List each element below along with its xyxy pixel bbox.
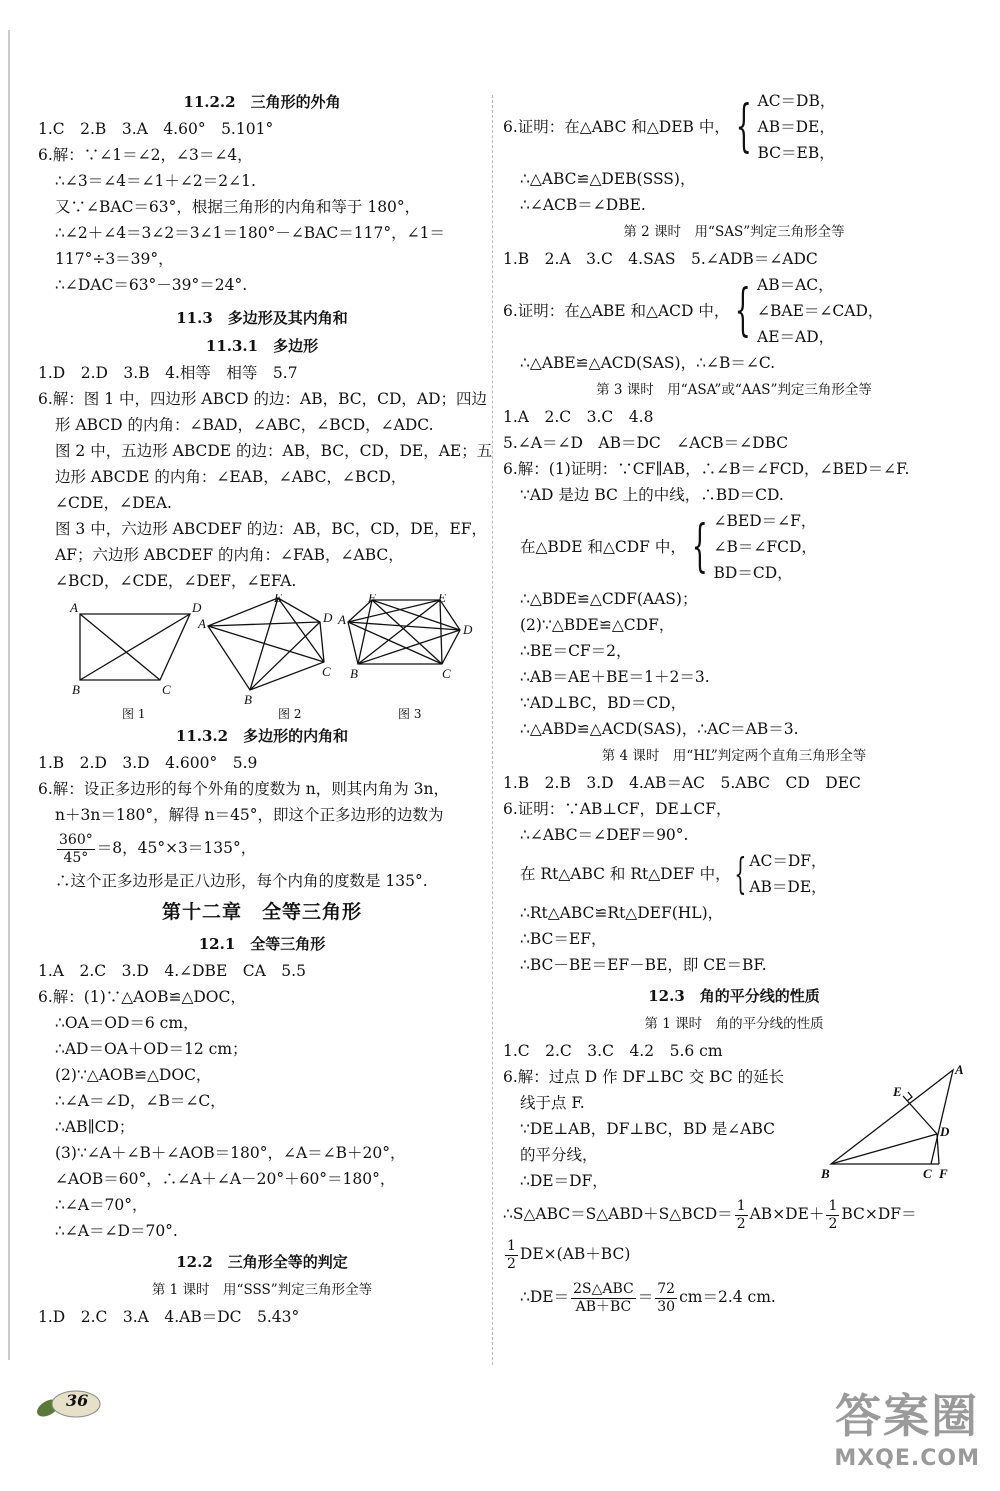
- answer-line: $\frac{1}{2}$ DE×(AB＋BC): [507, 1237, 631, 1272]
- lesson-title: 第 3 课时 用“ASA”或“AAS”判定三角形全等: [596, 382, 872, 398]
- svg-text:A: A: [70, 600, 78, 615]
- answer-line: ∴S△ABC＝S△ABD＋S△BCD＝ $\frac{1}{2}$ AB×DE＋ $\frac{1}{2}$ BC×DF＝: [503, 1197, 917, 1232]
- answer-line: n＋3n＝180°，解得 n＝45°，即这个正多边形的边数为: [55, 806, 444, 824]
- answer-line: 1.D 2.C 3.A 4.AB＝DC 5.43°: [38, 1308, 300, 1326]
- lesson-title: 第 1 课时 用“SSS”判定三角形全等: [151, 1282, 373, 1298]
- answer-line: 6.证明：在△ABC 和△DEB 中，: [503, 118, 730, 136]
- answer-line: 1.C 2.B 3.A 4.60° 5.101°: [38, 120, 274, 138]
- answer-line: 6.解：∵∠1＝∠2，∠3＝∠4，: [38, 146, 253, 164]
- svg-text:D: D: [323, 610, 333, 625]
- answer-line: 117°÷3＝39°，: [55, 250, 174, 268]
- svg-text:D: D: [192, 600, 202, 615]
- figure-caption: 图 2: [278, 707, 302, 721]
- lesson-title: 第 1 课时 角的平分线的性质: [644, 1016, 824, 1032]
- condition: AE＝AD，: [757, 328, 835, 346]
- angle-bisector-diagram: [819, 1064, 969, 1182]
- section-title: 11.3.2 多边形的内角和: [175, 727, 349, 745]
- answer-line: ∠BCD，∠CDE，∠DEF，∠EFA.: [55, 572, 297, 590]
- answer-line: 1.A 2.C 3.C 4.8: [503, 408, 654, 426]
- fraction: $\frac{72}{30}$: [657, 1280, 676, 1315]
- page-number: 36: [66, 1391, 89, 1410]
- answer-line: 1.D 2.D 3.B 4.相等 相等 5.7: [38, 364, 298, 382]
- svg-text:F: F: [368, 594, 376, 605]
- svg-text:D: D: [463, 622, 473, 637]
- answer-line: (2)∵△BDE≌△CDF，: [520, 616, 675, 634]
- svg-text:C: C: [442, 666, 451, 681]
- answer-line: ∴∠A＝∠D，∠B＝∠C，: [55, 1092, 226, 1110]
- answer-line: 6.解：(1)证明：∵CF∥AB，∴∠B＝∠FCD，∠BED＝∠F.: [503, 460, 910, 478]
- fraction: $\frac{360^\circ}{45^\circ}$: [59, 831, 93, 866]
- condition: BD＝CD，: [713, 564, 793, 582]
- svg-text:B: B: [350, 666, 358, 681]
- svg-text:A: A: [955, 1064, 964, 1077]
- figure-caption: 图 3: [398, 707, 422, 721]
- svg-text:E: E: [274, 594, 282, 605]
- page-edge: [8, 30, 10, 1360]
- svg-text:B: B: [72, 682, 80, 697]
- answer-line: ∴这个正多边形是正八边形，每个内角的度数是 135°.: [55, 872, 428, 890]
- page-number-badge: [34, 1382, 104, 1422]
- left-column: [38, 88, 493, 1330]
- svg-text:B: B: [821, 1166, 830, 1181]
- condition-list: [758, 88, 836, 166]
- answer-line: 6.解：图 1 中，四边形 ABCD 的边：AB，BC，CD，AD；四边: [38, 390, 488, 408]
- answer-line: AF；六边形 ABCDEF 的内角：∠FAB，∠ABC，: [55, 546, 404, 564]
- answer-line: 1.A 2.C 3.D 4.∠DBE CA 5.5: [38, 962, 306, 980]
- right-column: [503, 88, 965, 1320]
- answer-line: ∴∠DAC＝63°－39°＝24°.: [55, 276, 248, 294]
- answer-line: ∴△ABC≌△DEB(SSS)，: [520, 170, 696, 188]
- brace-symbol: {: [691, 514, 708, 579]
- svg-text:A: A: [198, 616, 206, 631]
- answer-line: ∵AD 是边 BC 上的中线，∴BD＝CD.: [520, 486, 784, 504]
- svg-text:C: C: [322, 664, 331, 679]
- condition: AB＝DE，: [757, 118, 835, 136]
- fraction: $\frac{1}{2}$: [507, 1237, 516, 1272]
- bisector-problem: [503, 1064, 965, 1194]
- svg-text:C: C: [923, 1166, 932, 1181]
- svg-text:B: B: [244, 692, 252, 707]
- svg-text:C: C: [162, 682, 171, 697]
- section-title: 11.3.1 多边形: [205, 337, 319, 355]
- svg-text:F: F: [939, 1166, 948, 1181]
- answer-line: 线于点 F.: [520, 1094, 585, 1112]
- answer-line: 的平分线，: [520, 1146, 598, 1164]
- answer-line: 6.证明：在△ABE 和△ACD 中，: [503, 302, 730, 320]
- answer-line: (3)∵∠A＋∠B＋∠AOB＝180°，∠A＝∠B＋20°，: [55, 1144, 406, 1162]
- answer-line: ∴∠A＝∠D＝70°.: [55, 1222, 178, 1240]
- chapter-title: 第十二章 全等三角形: [161, 901, 362, 923]
- answer-line: 又∵∠BAC＝63°，根据三角形的内角和等于 180°，: [55, 198, 421, 216]
- answer-line: 5.∠A＝∠D AB＝DC ∠ACB＝∠DBC: [503, 434, 789, 452]
- proof-block: [503, 272, 965, 350]
- svg-text:E: E: [893, 1084, 902, 1099]
- brace-symbol: {: [733, 849, 746, 898]
- condition-list: [714, 508, 817, 586]
- answer-line: ∴AB＝AE＋BE＝1＋2＝3.: [520, 668, 710, 686]
- brace-symbol: {: [735, 94, 752, 159]
- answer-line: ∴△BDE≌△CDF(AAS)；: [520, 590, 698, 608]
- section-title: 11.3 多边形及其内角和: [176, 309, 348, 327]
- answer-line: 1.B 2.D 3.D 4.600° 5.9: [38, 754, 258, 772]
- proof-block: [503, 508, 965, 586]
- figure-caption: 图 1: [122, 707, 146, 721]
- section-title: 12.3 角的平分线的性质: [648, 987, 820, 1005]
- answer-line: ∴△ABD≌△ACD(SAS)，∴AC＝AB＝3.: [520, 720, 799, 738]
- condition: AC＝DB，: [757, 92, 836, 110]
- condition-list: [749, 848, 826, 900]
- condition: AB＝DE，: [749, 878, 827, 896]
- answer-line: ∴∠A＝70°，: [55, 1196, 148, 1214]
- svg-text:E: E: [438, 594, 446, 605]
- answer-line: 在△BDE 和△CDF 中，: [520, 538, 686, 556]
- svg-text:D: D: [940, 1124, 950, 1139]
- polygon-figures: [38, 594, 486, 722]
- proof-block: [503, 848, 965, 900]
- answer-line: ∴OA＝OD＝6 cm，: [55, 1014, 199, 1032]
- answer-line: ∴∠3＝∠4＝∠1＋∠2＝2∠1.: [55, 172, 256, 190]
- condition: AB＝AC，: [757, 276, 834, 294]
- brace-symbol: {: [735, 278, 752, 343]
- fraction: $\frac{1}{2}$: [828, 1197, 838, 1232]
- answer-line: ∴∠2＋∠4＝3∠2＝3∠1＝180°－∠BAC＝117°，∠1＝: [55, 224, 445, 242]
- answer-line: ∠CDE，∠DEA.: [55, 494, 172, 512]
- answer-line: ∴DE＝DF，: [520, 1172, 608, 1190]
- answer-line: ∵DE⊥AB，DF⊥BC，BD 是∠ABC: [520, 1120, 776, 1138]
- answer-line: ∴BC－BE＝EF－BE，即 CE＝BF.: [520, 956, 767, 974]
- answer-line: 1.B 2.B 3.D 4.AB＝AC 5.ABC CD DEC: [503, 774, 861, 792]
- answer-line: 1.C 2.C 3.C 4.2 5.6 cm: [503, 1042, 723, 1060]
- condition: AC＝DF，: [749, 852, 827, 870]
- watermark-brand: 答案圈: [835, 1389, 980, 1443]
- answer-line: (2)∵△AOB≌△DOC，: [55, 1066, 212, 1084]
- section-title: 11.2.2 三角形的外角: [183, 93, 341, 111]
- answer-line: 形 ABCD 的内角：∠BAD，∠ABC，∠BCD，∠ADC.: [55, 416, 434, 434]
- svg-text:A: A: [338, 612, 346, 627]
- watermark: [834, 1380, 980, 1471]
- answer-line: ∠AOB＝60°，∴∠A＋∠A－20°＋60°＝180°，: [55, 1170, 396, 1188]
- condition-list: [757, 272, 883, 350]
- answer-line: 图 2 中，五边形 ABCDE 的边：AB，BC，CD，DE，AE；五: [55, 442, 493, 460]
- answer-line: 6.解：(1)∵△AOB≌△DOC，: [38, 988, 246, 1006]
- answer-line: 边形 ABCDE 的内角：∠EAB，∠ABC，∠BCD，: [55, 468, 407, 486]
- answer-line: ∴AD＝OA＋OD＝12 cm；: [55, 1040, 248, 1058]
- watermark-url: MXQE.COM: [834, 1446, 980, 1471]
- answer-line: 图 3 中，六边形 ABCDEF 的边：AB，BC，CD，DE，EF，: [55, 520, 488, 538]
- answer-line: 6.解：过点 D 作 DF⊥BC 交 BC 的延长: [503, 1068, 785, 1086]
- lesson-title: 第 2 课时 用“SAS”判定三角形全等: [623, 224, 845, 240]
- fraction: $\frac{\text{2S△ABC}}{AB+BC}$: [573, 1280, 634, 1315]
- answer-line: ∴∠ABC＝∠DEF＝90°.: [520, 826, 689, 844]
- answer-line: ∴BC＝EF，: [520, 930, 607, 948]
- column-divider: [492, 95, 493, 1365]
- proof-block: [503, 88, 965, 166]
- condition: ∠BAE＝∠CAD，: [757, 302, 884, 320]
- section-title: 12.2 三角形全等的判定: [176, 1253, 348, 1271]
- answer-line: 在 Rt△ABC 和 Rt△DEF 中，: [520, 865, 731, 883]
- answer-line: $\frac{360^\circ}{45^\circ}$ ＝8，45°×3＝135°，: [59, 831, 257, 866]
- answer-line: ∴DE＝ $\frac{\text{2S△ABC}}{AB+BC}$ ＝ $\frac{72}{30}$ cm＝2.4 cm.: [520, 1280, 776, 1315]
- answer-line: ∴BE＝CF＝2，: [520, 642, 632, 660]
- condition: BC＝EB，: [757, 144, 835, 162]
- answer-line: ∴∠ACB＝∠DBE.: [520, 196, 646, 214]
- polygon-diagrams: [38, 594, 486, 722]
- section-title: 12.1 全等三角形: [198, 935, 326, 953]
- fraction: $\frac{1}{2}$: [736, 1197, 746, 1232]
- answer-line: ∴△ABE≌△ACD(SAS)，∴∠B＝∠C.: [520, 354, 776, 372]
- answer-line: ∴Rt△ABC≌Rt△DEF(HL)，: [520, 904, 724, 922]
- answer-line: ∵AD⊥BC，BD＝CD，: [520, 694, 687, 712]
- answer-line: 1.B 2.A 3.C 4.SAS 5.∠ADB＝∠ADC: [503, 250, 818, 268]
- answer-line: ∴AB∥CD；: [55, 1118, 135, 1136]
- condition: ∠B＝∠FCD，: [713, 538, 817, 556]
- lesson-title: 第 4 课时 用“HL”判定两个直角三角形全等: [601, 748, 867, 764]
- condition: ∠BED＝∠F，: [713, 512, 817, 530]
- answer-line: 6.解：设正多边形的每个外角的度数为 n，则其内角为 3n，: [38, 780, 449, 798]
- answer-line: 6.证明：∵AB⊥CF，DE⊥CF，: [503, 800, 732, 818]
